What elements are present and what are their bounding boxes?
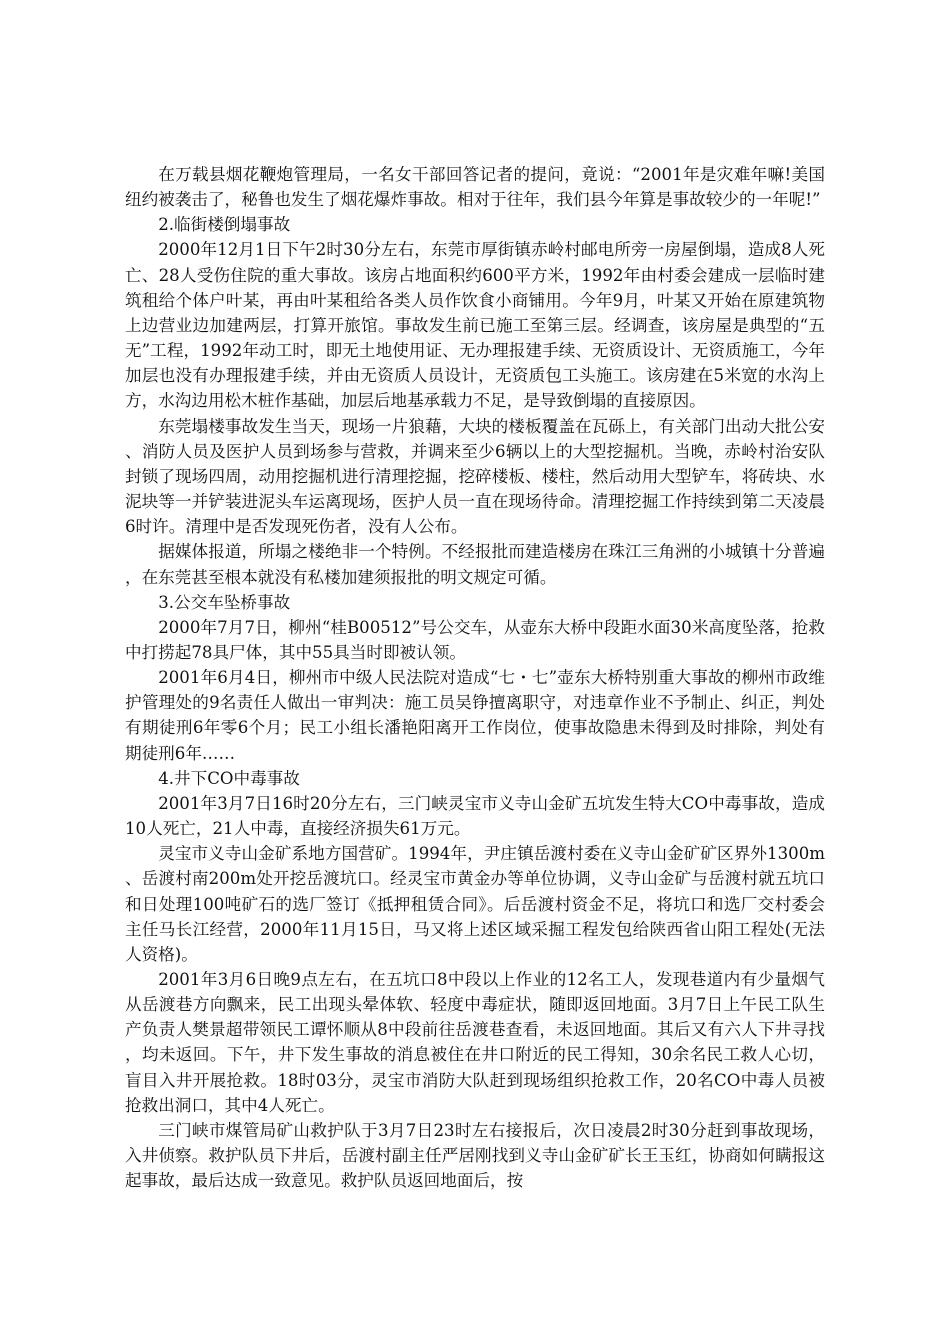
- document-page: [125, 162, 825, 1193]
- section-heading-co-poisoning: 4.井下CO中毒事故: [158, 768, 300, 788]
- paragraph-co-poisoning-cover-up: 三门峡市煤管局矿山救护队于3月7日23时左右接报后，次日凌晨2时30分赶到事故现场，入井侦察。救护队员下井后，岳渡村副主任严居刚找到义寺山金矿矿长王玉红，协商如何瞒报这起事故，最后达成一致意见。救护队员返回地面后，按: [125, 1120, 825, 1191]
- paragraph-co-poisoning-timeline: 2001年3月6日晚9点左右，在五坑口8中段以上作业的12名工人，发现巷道内有少量烟气从岳渡巷方向飘来，民工出现头晕体软、轻度中毒症状，随即返回地面。3月7日上午民工队生产负责人樊景超带领民工谭怀顺从8中段前往岳渡巷查看，未返回地面。其后又有六人下井寻找，均未返回。下午，井下发生事故的消息被住在井口附近的民工得知，30余名民工救人心切，盲目入井开展抢救。18时03分，灵宝市消防大队赶到现场组织抢救工作，20名CO中毒人员被抢救出洞口，其中4人死亡。: [125, 970, 825, 1115]
- paragraph-bus-accident-verdict: 2001年6月4日，柳州市中级人民法院对造成“七・七”壶东大桥特别重大事故的柳州市政维护管理处的9名责任人做出一审判决：施工员吴铮擅离职守，对违章作业不予制止、纠正，判处有期徒刑6年零6个月；民工小组长潘艳阳离开工作岗位，使事故隐患未得到及时排除，判处有期徒刑6年……: [125, 668, 825, 763]
- paragraph-fireworks-quote: 在万载县烟花鞭炮管理局，一名女干部回答记者的提问，竟说：“2001年是灾难年嘛!美国纽约被袭击了，秘鲁也发生了烟花爆炸事故。相对于往年，我们县今年算是事故较少的一年呢!”: [125, 165, 825, 210]
- section-heading-building-collapse: 2.临街楼倒塌事故: [158, 215, 291, 235]
- paragraph-co-poisoning-mine-background: 灵宝市义寺山金矿系地方国营矿。1994年，尹庄镇岳渡村委在义寺山金矿矿区界外1300m、岳渡村南200m处开挖岳渡坑口。经灵宝市黄金办等单位协调，义寺山金矿与岳渡村就五坑口和日处理100吨矿石的选厂签订《抵押租赁合同》。后岳渡村资金不足，将坑口和选厂交村委会主任马长江经营，2000年11月15日，马又将上述区域采掘工程发包给陕西省山阳工程处(无法人资格)。: [125, 844, 825, 964]
- paragraph-building-collapse-details: 2000年12月1日下午2时30分左右，东莞市厚街镇赤岭村邮电所旁一房屋倒塌，造成8人死亡、28人受伤住院的重大事故。该房占地面积约600平方米，1992年由村委会建成一层临时建筑租给个体户叶某，再由叶某租给各类人员作饮食小商铺用。今年9月，叶某又开始在原建筑物上边营业边加建两层，打算开旅馆。事故发生前已施工至第三层。经调查，该房屋是典型的“五无”工程，1992年动工时，即无土地使用证、无办理报建手续、无资质设计、无资质施工，今年加层也没有办理报建手续，并由无资质人员设计，无资质包工头施工。该房建在5米宽的水沟上方，水沟边用松木桩作基础，加层后地基承载力不足，是导致倒塌的直接原因。: [125, 240, 825, 411]
- paragraph-building-collapse-media: 据媒体报道，所塌之楼绝非一个特例。不经报批而建造楼房在珠江三角洲的小城镇十分普遍，在东莞甚至根本就没有私楼加建须报批的明文规定可循。: [125, 542, 825, 587]
- paragraph-building-collapse-rescue: 东莞塌楼事故发生当天，现场一片狼藉，大块的楼板覆盖在瓦砾上，有关部门出动大批公安、消防人员及医护人员到场参与营救，并调来至少6辆以上的大型挖掘机。当晚，赤岭村治安队封锁了现场四周，动用挖掘机进行清理挖掘，挖碎楼板、楼柱，然后动用大型铲车，将砖块、水泥块等一并铲装进泥头车运离现场，医护人员一直在现场待命。清理挖掘工作持续到第二天凌晨6时许。清理中是否发现死伤者，没有人公布。: [125, 416, 825, 537]
- section-heading-bus-accident: 3.公交车坠桥事故: [158, 592, 291, 612]
- paragraph-co-poisoning-summary: 2001年3月7日16时20分左右，三门峡灵宝市义寺山金矿五坑发生特大CO中毒事故，造成10人死亡，21人中毒，直接经济损失61万元。: [125, 793, 825, 839]
- paragraph-bus-accident-details: 2000年7月7日，柳州“桂B00512”号公交车，从壶东大桥中段距水面30米高度坠落，抢救中打捞起78具尸体，其中55具当时即被认领。: [125, 617, 825, 662]
